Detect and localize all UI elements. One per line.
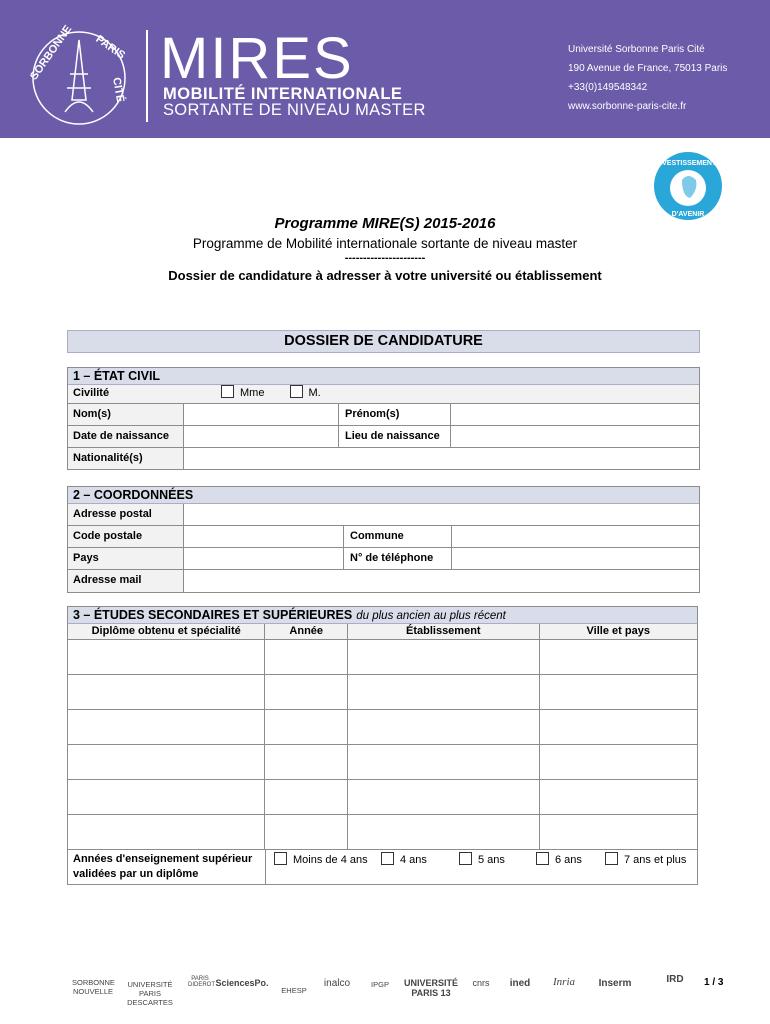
ville-pays-cell[interactable] [540,815,698,849]
lieu-naissance-field[interactable] [451,426,699,447]
nom-field[interactable] [184,404,339,425]
diplome-cell[interactable] [68,815,265,849]
section-etudes [67,606,698,885]
logo-cnrs: cnrs [472,978,490,988]
logo-ehesp: EHESP [281,986,307,995]
annee-cell[interactable] [265,640,348,674]
badge-bottom-text: D'AVENIR [671,211,705,218]
option-moins-4 [274,852,368,868]
code-postale-row [68,526,699,548]
5-ans-label: 5 ans [478,854,505,866]
m-label: M. [308,387,321,399]
option-6 [536,852,582,868]
table-row [68,640,697,675]
program-title: Programme MIRE(S) 2015-2016 [274,215,496,232]
col-diplome: Diplôme obtenu et spécialité [68,624,265,639]
badge-arc-text: INVESTISSEMENTS [655,160,721,167]
ville-pays-cell[interactable] [540,745,698,779]
etablissement-cell[interactable] [348,710,539,744]
annee-cell[interactable] [265,780,348,814]
date-naissance-field[interactable] [184,426,339,447]
logo-inalco: inalco [323,978,351,989]
contact-website[interactable]: www.sorbonne-paris-cite.fr [568,101,687,112]
7-ans-checkbox[interactable] [605,852,618,865]
moins-4-label: Moins de 4 ans [293,854,368,866]
etablissement-cell[interactable] [348,640,539,674]
seal-text-cite: CITÉ [110,76,127,104]
pays-field[interactable] [184,548,344,569]
annee-cell[interactable] [265,675,348,709]
logo-paris-13: UNIVERSITÉ PARIS 13 [403,978,458,998]
etudes-heading: 3 – ÉTUDES SECONDAIRES ET SUPÉRIEURES [73,608,353,622]
ville-pays-cell[interactable] [540,675,698,709]
adresse-row [68,504,699,526]
logo-ipgp: IPGP [371,980,389,989]
section-coordonnees [67,486,700,593]
years-validated-row [68,850,697,884]
logo-paris-descartes: UNIVERSITÉ PARIS DESCARTES [127,980,173,1007]
section-heading [67,606,698,624]
option-7-plus [605,852,686,868]
lieu-naissance-label: Lieu de naissance [339,426,451,447]
nationalite-field[interactable] [184,448,699,469]
seal-text-sorbonne: SORBONNE [28,23,75,83]
prenom-field[interactable] [451,404,699,425]
etablissement-cell[interactable] [348,675,539,709]
mme-label: Mme [240,387,265,399]
logo-sciencespo: SciencesPo. [215,978,269,988]
logo-inria: Inria [553,976,575,988]
6-ans-label: 6 ans [555,854,582,866]
etablissement-cell[interactable] [348,815,539,849]
etablissement-cell[interactable] [348,780,539,814]
ville-pays-cell[interactable] [540,780,698,814]
program-subtitle: Programme de Mobilité internationale sortante de niveau master [192,236,578,251]
annee-cell[interactable] [265,710,348,744]
table-row [68,675,697,710]
ville-pays-cell[interactable] [540,640,698,674]
logo-ird: IRD [666,974,684,985]
mail-field[interactable] [184,570,699,592]
option-5 [459,852,505,868]
mme-checkbox[interactable] [221,385,234,398]
annee-cell[interactable] [265,815,348,849]
diplome-cell[interactable] [68,710,265,744]
7-ans-label: 7 ans et plus [624,854,687,866]
table-row [68,815,697,850]
date-naissance-label: Date de naissance [68,426,184,447]
years-options [266,850,697,884]
6-ans-checkbox[interactable] [536,852,549,865]
moins-4-checkbox[interactable] [274,852,287,865]
mail-label: Adresse mail [68,570,184,592]
brand-title: MIRES [160,26,354,91]
pays-row [68,548,699,570]
code-postale-field[interactable] [184,526,344,547]
logo-inserm: Inserm [598,978,632,989]
option-4 [381,852,427,868]
dossier-instruction: Dossier de candidature à adresser à votre université ou établissement [168,268,602,283]
page-number: 1 / 3 [704,977,724,988]
header-divider [146,30,148,122]
etudes-table [67,624,698,885]
brand-subtitle-1: MOBILITÉ INTERNATIONALE [163,85,403,103]
partner-logos [72,968,712,1007]
5-ans-checkbox[interactable] [459,852,472,865]
4-ans-checkbox[interactable] [381,852,394,865]
section-heading: 2 – COORDONNÉES [68,487,699,504]
civilite-row [68,385,699,404]
dossier-banner: DOSSIER DE CANDIDATURE [67,330,700,353]
commune-field[interactable] [452,526,699,547]
seal-text-paris: PARIS [93,33,128,62]
adresse-field[interactable] [184,504,699,525]
table-row [68,710,697,745]
4-ans-label: 4 ans [400,854,427,866]
code-postale-label: Code postale [68,526,184,547]
table-row [68,780,697,815]
logo-sorbonne-nouvelle: SORBONNE NOUVELLE [72,978,115,996]
civilite-options [213,385,321,403]
prenom-label: Prénom(s) [339,404,451,425]
logo-ined: ined [509,978,531,989]
etablissement-cell[interactable] [348,745,539,779]
etudes-header-row [68,624,697,640]
etudes-hint: du plus ancien au plus récent [356,610,506,622]
col-etablissement: Établissement [348,624,539,639]
nom-label: Nom(s) [68,404,184,425]
naissance-row [68,426,699,448]
contact-block [568,40,727,116]
mail-row [68,570,699,592]
ville-pays-cell[interactable] [540,710,698,744]
investissements-avenir-logo [652,150,724,222]
telephone-field[interactable] [452,548,699,569]
col-ville-pays: Ville et pays [586,625,650,637]
sorbonne-paris-cite-seal-logo [20,22,138,130]
contact-org: Université Sorbonne Paris Cité [568,44,705,55]
col-annee: Année [265,624,348,639]
adresse-label: Adresse postal [68,504,184,525]
dashes-separator: ---------------------- [344,252,426,264]
logo-paris-diderot: PARIS DIDEROT [188,976,215,988]
annee-cell[interactable] [265,745,348,779]
title-block [0,214,770,284]
telephone-label: N° de téléphone [344,548,452,569]
table-row [68,745,697,780]
years-label: Années d'enseignement supérieur validées par un diplôme [68,850,266,884]
nom-row [68,404,699,426]
nationalite-row [68,448,699,469]
diplome-cell[interactable] [68,640,265,674]
commune-label: Commune [344,526,452,547]
contact-address: 190 Avenue de France, 75013 Paris [568,63,728,74]
pays-label: Pays [68,548,184,569]
section-etat-civil [67,367,700,470]
diplome-cell[interactable] [68,675,265,709]
civilite-label: Civilité [73,387,110,399]
header-banner [0,0,770,138]
nationalite-label: Nationalité(s) [68,448,184,469]
contact-phone: +33(0)149548342 [568,82,648,93]
section-heading: 1 – ÉTAT CIVIL [68,368,699,385]
diplome-cell[interactable] [68,780,265,814]
brand-subtitle-2: SORTANTE DE NIVEAU MASTER [163,101,426,119]
m-checkbox[interactable] [290,385,303,398]
diplome-cell[interactable] [68,745,265,779]
